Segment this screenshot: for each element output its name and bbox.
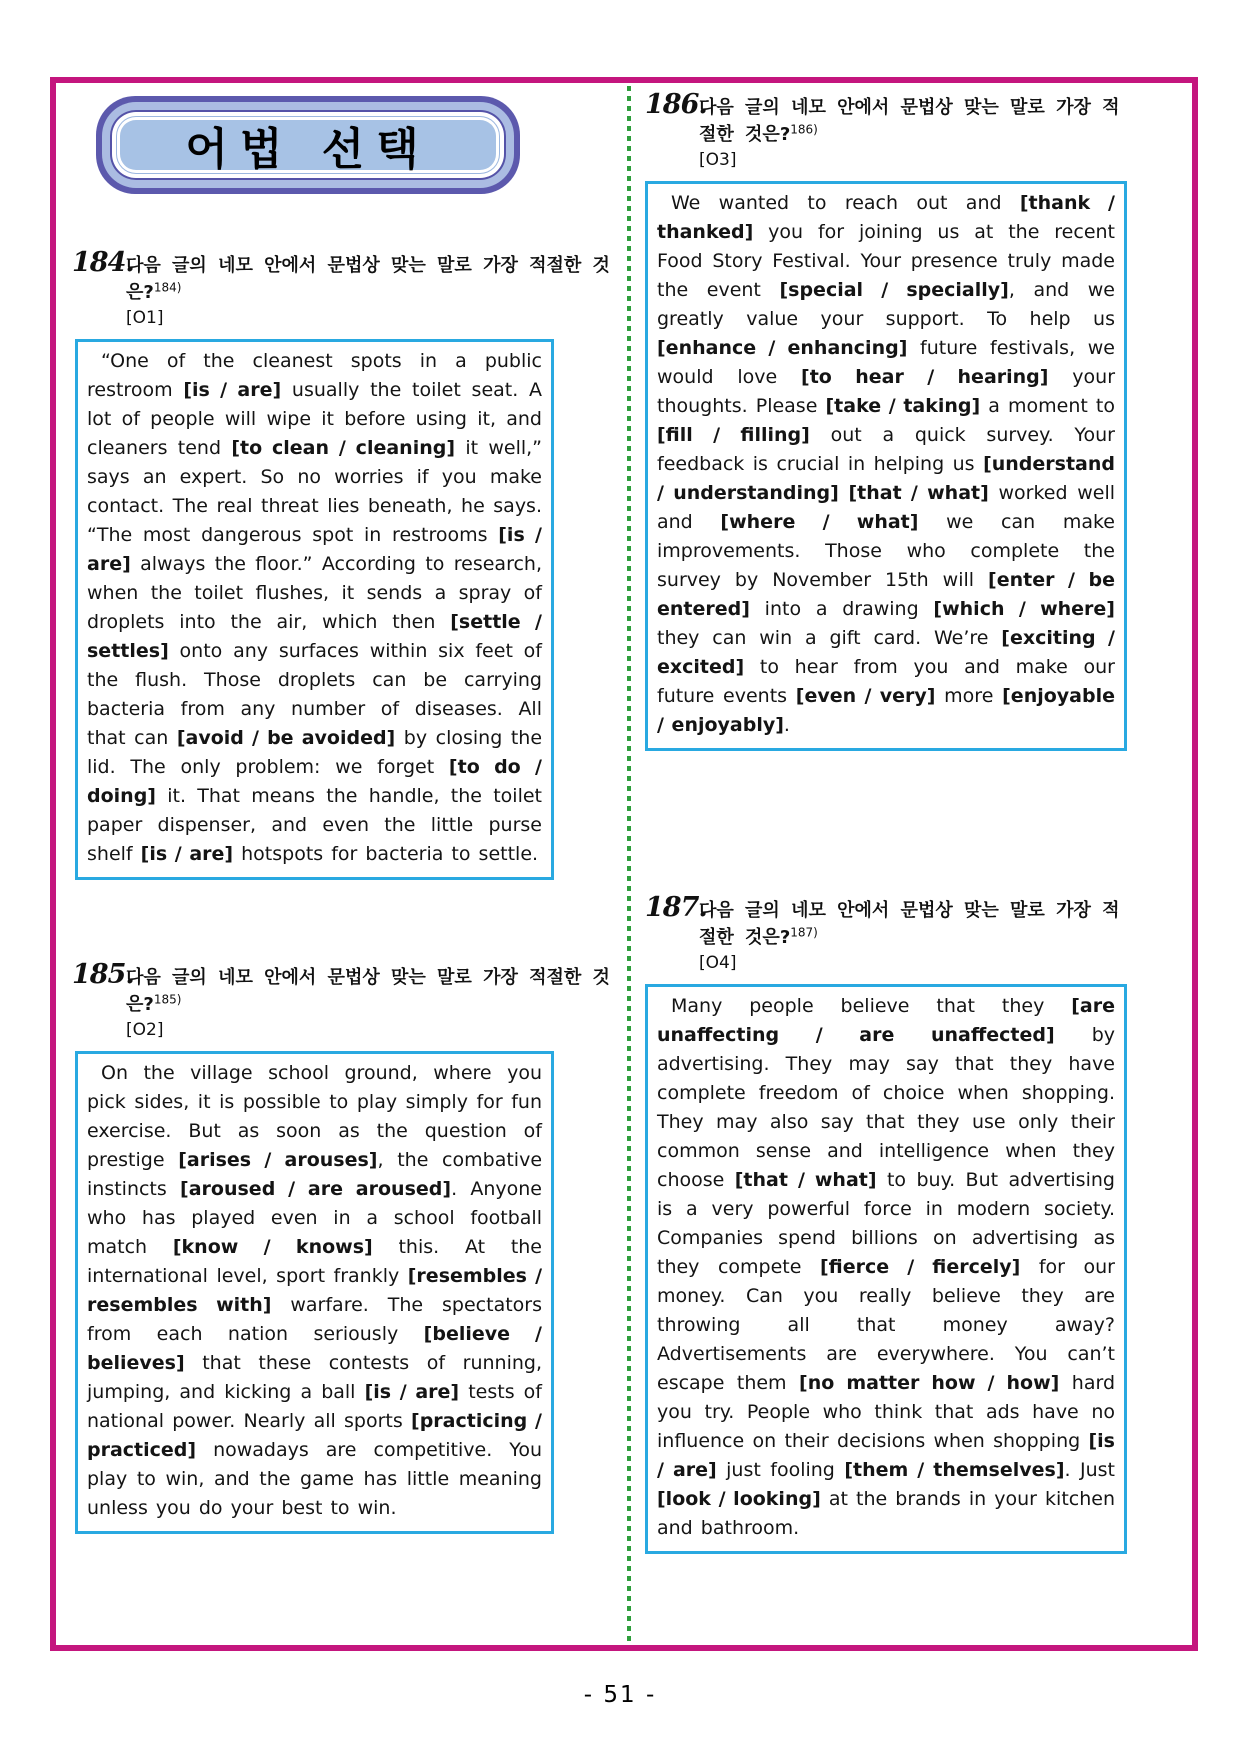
question-number: 185. xyxy=(72,959,134,990)
question-ref: 187) xyxy=(790,925,818,940)
question-ref: 186) xyxy=(790,122,818,137)
question-ref: 184) xyxy=(153,280,182,295)
question-code: [O1] xyxy=(126,308,164,328)
passage-box-186: We wanted to reach out and [thank / thanked] you for joining us at the recent Food Story Festival. Your presence truly made the event [special / specially], and we greatly value your support. To help us [enhance / enhancing] future festivals, we would love [to hear / hearing] your thoughts. Please [take / taking] a moment to [fill / filling] out a quick survey. Your feedback is crucial in helping us [understand / understanding] [that / what] worked well and [where / what] we can make improvements. Those who complete the survey by November 15th will [enter / be entered] into a drawing [which / where] they can win a gift card. We’re [exciting / excited] to hear from you and make our future events [even / very] more [enjoyable / enjoyably]. xyxy=(645,181,1127,751)
page-number: - 51 - xyxy=(583,1682,657,1708)
question-number: 186. xyxy=(645,89,707,120)
question-ref: 185) xyxy=(153,992,182,1007)
left-column xyxy=(68,96,624,1534)
question-number: 187. xyxy=(645,892,707,923)
title-banner xyxy=(96,120,520,218)
passage-box-184: “One of the cleanest spots in a public restroom [is / are] usually the toilet seat. A lot of people will wipe it before using it, and cleaners tend [to clean / cleaning] it well,” says an expert. So no worries if you make contact. The real threat lies beneath, he says. “The most dangerous spot in restrooms [is / are] always the floor.” According to research, when the toilet flushes, it sends a spray of droplets into the air, which then [settle / settles] onto any surfaces within six feet of the flush. Those droplets can be carrying bacteria from any number of diseases. All that can [avoid / be avoided] by closing the lid. The only problem: we forget [to do / doing] it. That means the handle, the toilet paper dispenser, and even the little purse shelf [is / are] hotspots for bacteria to settle. xyxy=(75,339,554,880)
title-banner-frame xyxy=(120,120,496,175)
question-184 xyxy=(72,247,624,331)
question-code: [O4] xyxy=(699,953,737,973)
question-prompt: 다음 글의 네모 안에서 문법상 맞는 말로 가장 적절한 것은? xyxy=(699,97,1120,145)
right-column xyxy=(645,89,1127,1554)
question-prompt: 다음 글의 네모 안에서 문법상 맞는 말로 가장 적절한 것은? xyxy=(126,255,610,303)
question-187 xyxy=(645,892,1127,976)
question-number: 184. xyxy=(72,247,134,278)
question-code: [O2] xyxy=(126,1020,164,1040)
question-185 xyxy=(72,959,624,1043)
question-code: [O3] xyxy=(699,150,737,170)
page-title: 어법 선택 xyxy=(185,124,431,175)
question-prompt: 다음 글의 네모 안에서 문법상 맞는 말로 가장 적절한 것은? xyxy=(699,900,1120,948)
question-prompt: 다음 글의 네모 안에서 문법상 맞는 말로 가장 적절한 것은? xyxy=(126,967,610,1015)
column-divider xyxy=(627,86,631,1644)
question-186 xyxy=(645,89,1127,173)
passage-box-187: Many people believe that they [are unaffecting / are unaffected] by advertising. They may say that they have complete freedom of choice when shopping. They may also say that they use only their common sense and intelligence when they choose [that / what] to buy. But advertising is a very powerful force in modern society. Companies spend billions on advertising as they compete [fierce / fiercely] for our money. Can you really believe they are throwing all that money away? Advertisements are everywhere. You can’t escape them [no matter how / how] hard you try. People who think that ads have no influence on their decisions when shopping [is / are] just fooling [them / themselves]. Just [look / looking] at the brands in your kitchen and bathroom. xyxy=(645,984,1127,1554)
passage-box-185: On the village school ground, where you pick sides, it is possible to play simply for fun exercise. But as soon as the question of prestige [arises / arouses], the combative instincts [aroused / are aroused]. Anyone who has played even in a school football match [know / knows] this. At the international level, sport frankly [resembles / resembles with] warfare. The spectators from each nation seriously [believe / believes] that these contests of running, jumping, and kicking a ball [is / are] tests of national power. Nearly all sports [practicing / practiced] nowadays are competitive. You play to win, and the game has little meaning unless you do your best to win. xyxy=(75,1051,554,1534)
